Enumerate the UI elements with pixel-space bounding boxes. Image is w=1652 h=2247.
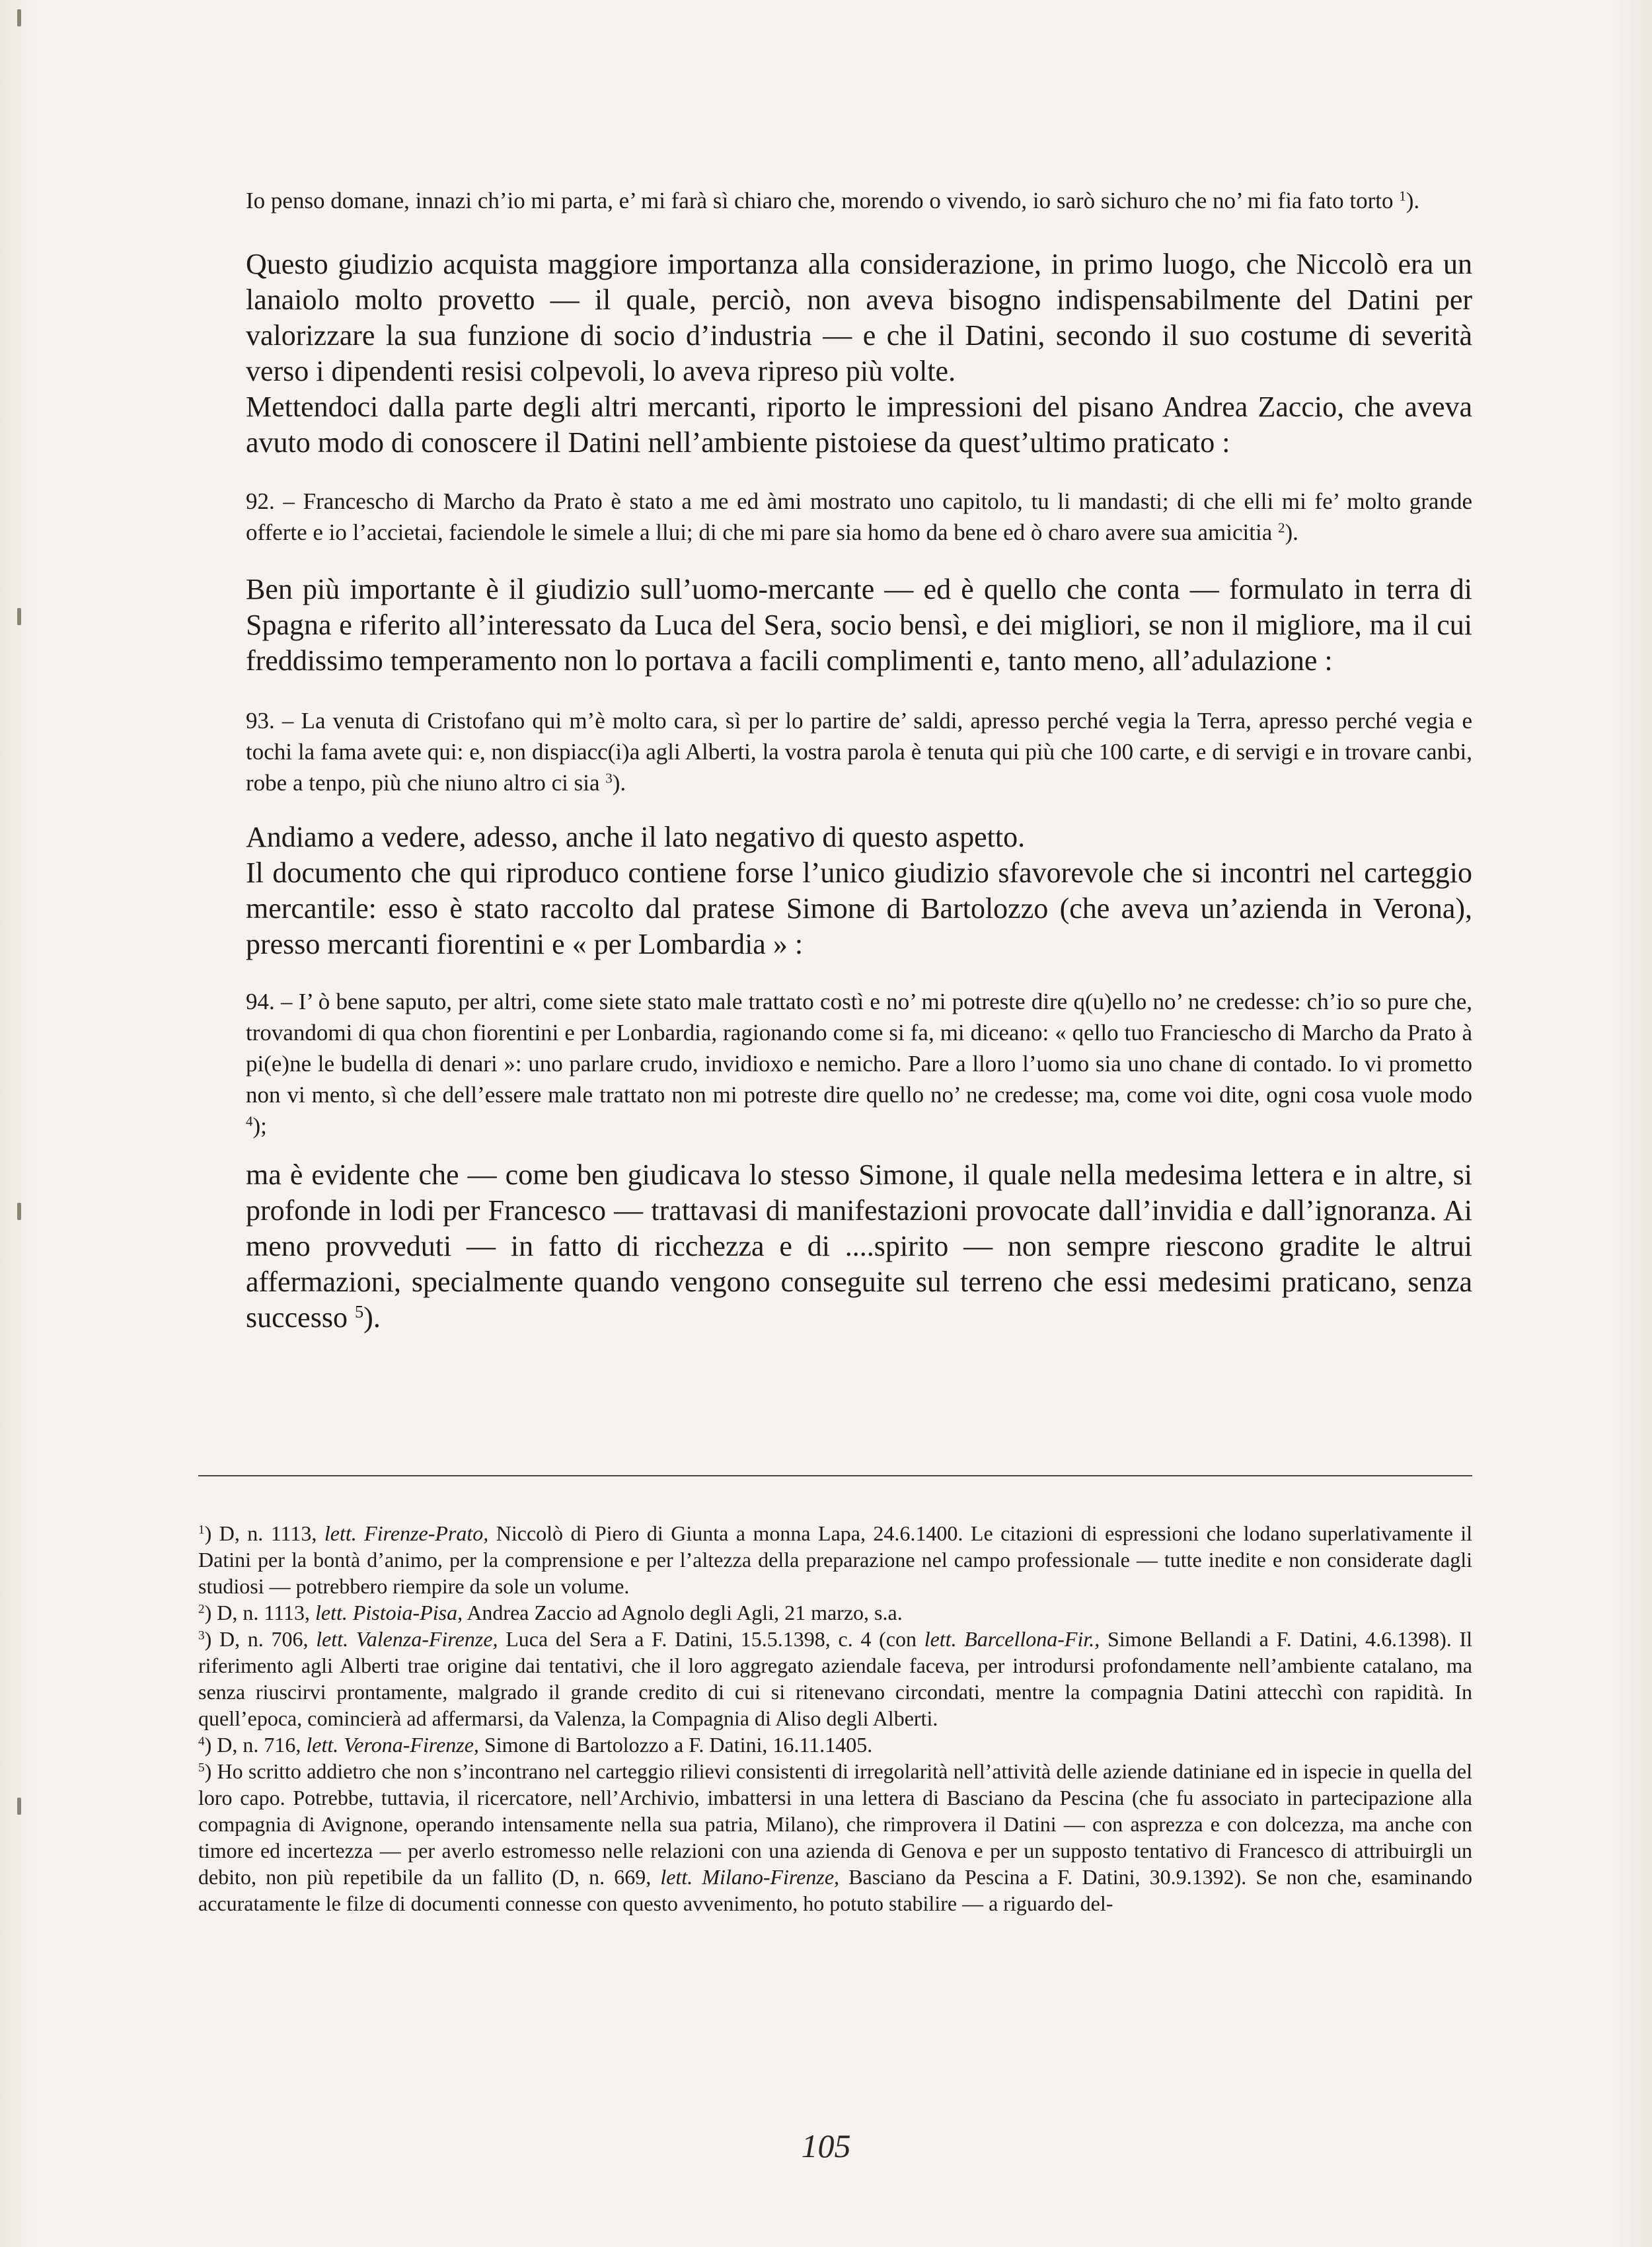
paragraph: Ben più importante è il giudizio sull’uomo-mercante — ed è quello che conta — formulato in terra di Spagna e riferito all’interessato da Luca del Sera, socio bensì, e dei migliori, se non il migliore, ma il cui freddissimo temperamento non lo portava a facili complimenti e, tanto meno, all’adulazione : [246,573,1472,677]
footnote-4: $^4$) D, n. 716, lett. Verona-Firenze, Simone di Bartolozzo a F. Datini, 16.11.1405. [198,1733,873,1757]
footnote-1: $^1$) D, n. 1113, lett. Firenze-Prato, Niccolò di Piero di Giunta a monna Lapa, 24.6.1400. Le citazioni di espressioni che lodano superlativamente il Datini per la bontà d’animo, per la comprensione e per l’altezza della preparazione nel campo professionale — tutte inedite e non considerate dagli studiosi — potrebbero riempire da sole un volume. [198,1521,1473,1598]
binding-mark [17,1798,21,1815]
footnote-ref[interactable]: 3 [605,770,613,786]
paragraph: Mettendoci dalla parte degli altri mercanti, riporto le impressioni del pisano Andrea Zaccio, che aveva avuto modo di conoscere il Datini nell’ambiente pistoiese da quest’ultimo praticato : [246,391,1472,459]
quote-94: 94. – I’ ò bene saputo, per altri, come siete stato male trattato costì e no’ mi potreste dire q(u)ello no’ ne credesse: ch’io so pure che, trovandomi di qua chon fiorentini e per Lonbardia, ragionando come si fa, mi diceano: « qello tuo Franciescho di Marcho da Prato à pi(e)ne le budella di denari »: uno parlare crudo, invidioxo e nemicho. Pare a lloro l’uomo sia uno chane di contado. Io vi prometto non vi mento, sì che dell’essere male trattato non mi potreste dire quello no’ ne credesse; ma, come voi dite, ogni cosa vuole modo $^4$); [246,989,1472,1139]
footnote-rule [198,1475,1472,1476]
quote-top: Io penso domane, innazi ch’io mi parta, e’ mi farà sì chiaro che, morendo o vivendo, io sarò sichuro che no’ mi fia fato torto $^1$). [246,188,1420,213]
footnote-ref[interactable]: 5 [354,1301,364,1322]
footnote-2: $^2$) D, n. 1113, lett. Pistoia-Pisa, Andrea Zaccio ad Agnolo degli Agli, 21 marzo, s.a. [198,1601,903,1624]
footnote-3: $^3$) D, n. 706, lett. Valenza-Firenze, Luca del Sera a F. Datini, 15.5.1398, c. 4 (con lett. Barcellona-Fir., Simone Bellandi a F. Datini, 4.6.1398). Il riferimento agli Alberti trae origine dai tentativi, che il loro aggregato aziendale faceva, per introdursi profondamente nell’ambiente catalano, ma senza riuscirvi prontamente, malgrado il grande credito di cui si ritenevano circondati, mentre la compagnia Datini attecchì con rapidità. In quell’epoca, comincierà ad affermarsi, da Valenza, la Compagnia di Aliso degli Alberti. [198,1627,1473,1730]
paragraph: Questo giudizio acquista maggiore importanza alla considerazione, in primo luogo, che Niccolò era un lanaiolo molto provetto — il quale, perciò, non aveva bisogno indispensabilmente del Datini per valorizzare la sua funzione di socio d’industria — e che il Datini, secondo il suo costume di severità verso i dipendenti resisi colpevoli, lo aveva ripreso più volte. [246,248,1472,387]
footnote-ref[interactable]: 4 [246,1113,253,1129]
page-number: 105 [801,2127,851,2164]
paragraph: Il documento che qui riproduco contiene forse l’unico giudizio sfavorevole che si incontri nel carteggio mercantile: esso è stato raccolto dal pratese Simone di Bartolozzo (che aveva un’azienda in Verona), presso mercanti fiorentini e « per Lombardia » : [246,857,1472,960]
footnote-5: $^5$) Ho scritto addietro che non s’incontrano nel carteggio rilievi consistenti di irregolarità nell’attività delle aziende datiniane ed in ispecie in quella del loro capo. Potrebbe, tuttavia, il ricercatore, nell’Archivio, imbattersi in una lettera di Basciano da Pescina (che fu associato in partecipazione alla compagnia di Avignone, operando intensamente nella sua patria, Milano), che rimprovera il Datini — con asprezza e con dolcezza, ma anche con timore ed incertezza — per averlo estromesso nelle relazioni con una azienda di Genova e per un supposto tentativo di Francesco di attribuirgli un debito, non più repetibile da un fallito (D, n. 669, lett. Milano-Firenze, Basciano da Pescina a F. Datini, 30.9.1392). Se non che, esaminando accuratamente le filze di documenti connesse con questo avvenimento, ho potuto stabilire — a riguardo del- [198,1759,1473,1915]
binding-mark [17,1203,21,1220]
footnotes [198,1520,1472,1917]
quote-92: 92. – Franceschо di Marcho da Prato è stato a me ed àmi mostrato uno capitolo, tu li mandasti; di che elli mi fe’ molto grande offerte e io l’accietai, faciendole le simele a llui; di che mi pare sia homo da bene ed ò charo avere sua amicitia $^2$). [246,488,1472,545]
binding-mark [17,608,21,625]
binding-mark [17,9,21,26]
paragraph: ma è evidente che — come ben giudicava lo stesso Simone, il quale nella medesima lettera e in altre, si profonde in lodi per Francesco — trattavasi di manifestazioni provocate dall’invidia e dall’ignoranza. Ai meno provveduti — in fatto di ricchezza e di ....spirito — non sempre riescono gradite le altrui affermazioni, specialmente quando vengono conseguite sul terreno che essi medesimi praticano, senza successo $^5$). [246,1159,1472,1334]
footnote-ref[interactable]: 1 [1399,188,1406,204]
footnote-ref[interactable]: 2 [1277,519,1285,536]
paragraph: Andiamo a vedere, adesso, anche il lato negativo di questo aspetto. [246,821,1026,853]
quote-93: 93. – La venuta di Cristofano qui m’è molto cara, sì per lo partire de’ saldi, apresso perché vegia la Terra, apresso perché vegia e tochi la fama avete qui: e, non dispiacc(i)a agli Alberti, la vostra parola è tenuta qui più che 100 carte, e di servigi e in trovare canbi, robe a tenpo, più che niuno altro ci sia $^3$). [246,708,1472,796]
body-text [246,185,1472,1336]
